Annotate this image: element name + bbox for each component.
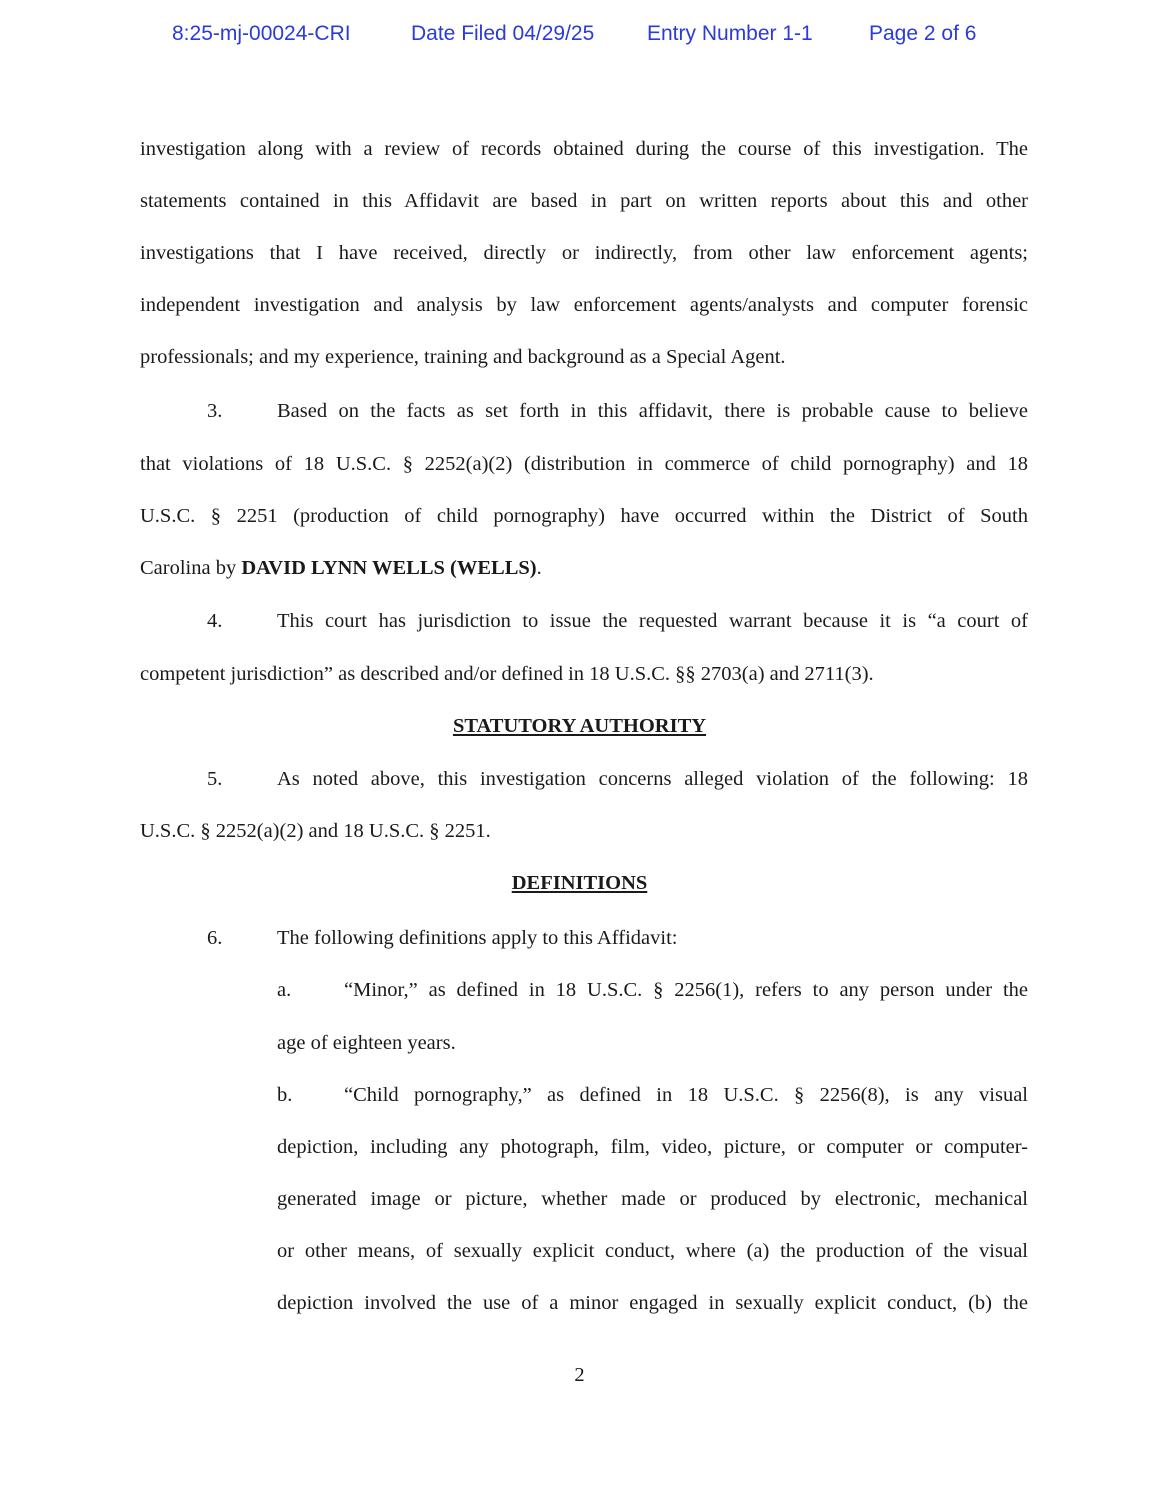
body-line: or other means, of sexually explicit conduct, where (a) the production of the visual — [277, 1240, 1028, 1262]
date-filed: Date Filed 04/29/25 — [411, 22, 595, 45]
body-line: As noted above, this investigation concerns alleged violation of the following: 18 — [277, 768, 1028, 790]
section-heading-definitions: DEFINITIONS — [511, 872, 648, 894]
body-line: investigation along with a review of records obtained during the course of this investigation. The — [140, 138, 1028, 160]
body-line: investigations that I have received, directly or indirectly, from other law enforcement agents; — [140, 242, 1028, 264]
body-line: U.S.C. § 2251 (production of child pornography) have occurred within the District of South — [140, 505, 1028, 527]
paragraph-number: 6. — [207, 927, 223, 949]
entry-number: Entry Number 1-1 — [647, 22, 813, 45]
body-line: This court has jurisdiction to issue the requested warrant because it is “a court of — [277, 610, 1028, 632]
body-line: competent jurisdiction” as described and/or defined in 18 U.S.C. §§ 2703(a) and 2711(3). — [140, 663, 874, 685]
item-letter: b. — [277, 1084, 293, 1106]
defendant-name: DAVID LYNN WELLS (WELLS) — [241, 557, 537, 579]
body-line — [140, 555, 1028, 581]
body-line: age of eighteen years. — [277, 1032, 456, 1054]
item-letter: a. — [277, 979, 292, 1001]
filing-header — [0, 22, 1159, 50]
section-heading-statutory-authority: STATUTORY AUTHORITY — [452, 715, 707, 737]
paragraph-number: 5. — [207, 768, 223, 790]
body-line: “Minor,” as defined in 18 U.S.C. § 2256(1), refers to any person under the — [344, 979, 1028, 1001]
text-run: . — [536, 557, 542, 579]
body-line: Based on the facts as set forth in this affidavit, there is probable cause to believe — [277, 400, 1028, 422]
body-line: U.S.C. § 2252(a)(2) and 18 U.S.C. § 2251. — [140, 820, 491, 842]
page-indicator: Page 2 of 6 — [869, 22, 977, 45]
body-line: depiction involved the use of a minor engaged in sexually explicit conduct, (b) the — [277, 1292, 1028, 1314]
body-line: that violations of 18 U.S.C. § 2252(a)(2) (distribution in commerce of child pornography) and 18 — [140, 453, 1028, 475]
body-line: generated image or picture, whether made or produced by electronic, mechanical — [277, 1188, 1028, 1210]
paragraph-number: 4. — [207, 610, 223, 632]
body-line: independent investigation and analysis by law enforcement agents/analysts and computer forensic — [140, 294, 1028, 316]
body-line: “Child pornography,” as defined in 18 U.S.C. § 2256(8), is any visual — [344, 1084, 1028, 1106]
body-line: professionals; and my experience, training and background as a Special Agent. — [140, 346, 786, 368]
text-run: Carolina by — [140, 557, 242, 579]
case-number: 8:25-mj-00024-CRI — [172, 22, 351, 45]
body-line: statements contained in this Affidavit are based in part on written reports about this and other — [140, 190, 1028, 212]
page-number: 2 — [574, 1364, 585, 1386]
paragraph-number: 3. — [207, 400, 223, 422]
body-line: depiction, including any photograph, film, video, picture, or computer or computer- — [277, 1136, 1028, 1158]
body-line: The following definitions apply to this Affidavit: — [277, 927, 678, 949]
